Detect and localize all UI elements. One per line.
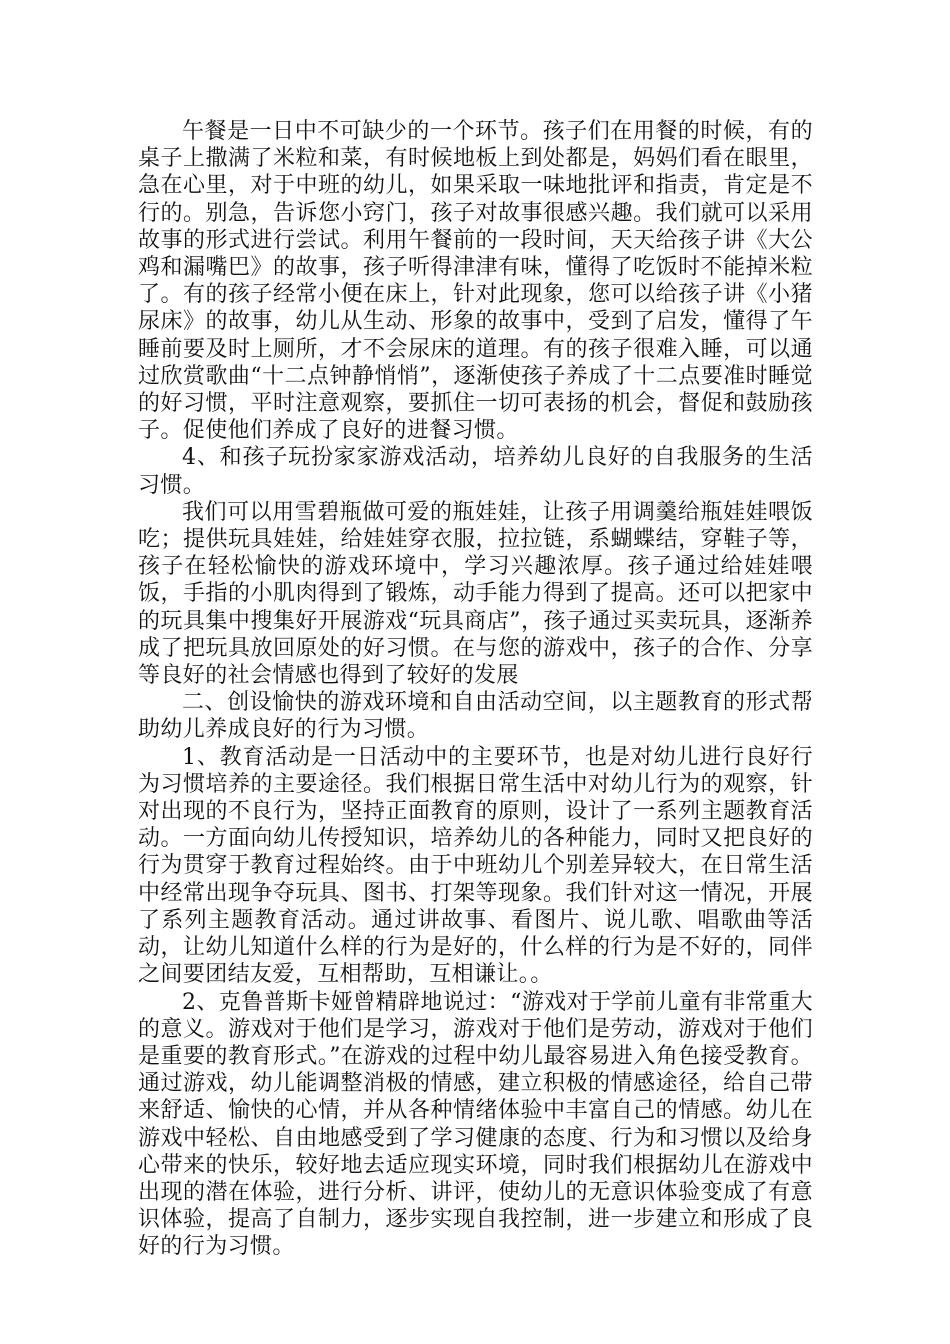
paragraph-lunch-habits: 午餐是一日中不可缺少的一个环节。孩子们在用餐的时候，有的桌子上撒满了米粒和菜，有时候地板上到处都是，妈妈们看在眼里，急在心里，对于中班的幼儿，如果采取一味地批评和指责，肯定是不行的。别急，告诉您小窍门，孩子对故事很感兴趣。我们就可以采用故事的形式进行尝试。利用午餐前的一段时间，天天给孩子讲《大公鸡和漏嘴巴》的故事，孩子听得津津有味，懂得了吃饭时不能掉米粒了。有的孩子经常小便在床上，针对此现象，您可以给孩子讲《小猪尿床》的故事，幼儿从生动、形象的故事中，受到了启发，懂得了午睡前要及时上厕所，才不会尿床的道理。有的孩子很难入睡，可以通过欣赏歌曲“十二点钟静悄悄”，逐渐使孩子养成了十二点要准时睡觉的好习惯，平时注意观察，要抓住一切可表扬的机会，督促和鼓励孩子。促使他们养成了良好的进餐习惯。: [138, 119, 813, 444]
paragraph-doll-play: 我们可以用雪碧瓶做可爱的瓶娃娃，让孩子用调羹给瓶娃娃喂饭吃；提供玩具娃娃，给娃娃穿衣服，拉拉链，系蝴蝶结，穿鞋子等，孩子在轻松愉快的游戏环境中，学习兴趣浓厚。孩子通过给娃娃喂饭，手指的小肌肉得到了锻炼，动手能力得到了提高。还可以把家中的玩具集中搜集好开展游戏“玩具商店”，孩子通过买卖玩具，逐渐养成了把玩具放回原处的好习惯。在与您的游戏中，孩子的合作、分享等良好的社会情感也得到了较好的发展: [138, 499, 813, 689]
document-body: [138, 118, 813, 1261]
paragraph-section-two-heading: 二、创设愉快的游戏环境和自由活动空间，以主题教育的形式帮助幼儿养成良好的行为习惯。: [138, 690, 813, 743]
paragraph-krupskaya-quote: 2、克鲁普斯卡娅曾精辟地说过：“游戏对于学前儿童有非常重大的意义。游戏对于他们是学习，游戏对于他们是劳动，游戏对于他们是重要的教育形式。”在游戏的过程中幼儿最容易进入角色接受教育。通过游戏，幼儿能调整消极的情感，建立积极的情感途径，给自己带来舒适、愉快的心情，并从各种情绪体验中丰富自己的情感。幼儿在游戏中轻松、自由地感受到了学习健康的态度、行为和习惯以及给身心带来的快乐，较好地去适应现实环境，同时我们根据幼儿在游戏中出现的潜在体验，进行分析、讲评，使幼儿的无意识体验变成了有意识体验，提高了自制力，逐步实现自我控制，进一步建立和形成了良好的行为习惯。: [138, 989, 813, 1260]
paragraph-heading-play-house: 4、和孩子玩扮家家游戏活动，培养幼儿良好的自我服务的生活习惯。: [138, 445, 813, 498]
paragraph-education-activities: 1、教育活动是一日活动中的主要环节，也是对幼儿进行良好行为习惯培养的主要途径。我们根据日常生活中对幼儿行为的观察，针对出现的不良行为，坚持正面教育的原则，设计了一系列主题教育活动。一方面向幼儿传授知识，培养幼儿的各种能力，同时又把良好的行为贯穿于教育过程始终。由于中班幼儿个别差异较大，在日常生活中经常出现争夺玩具、图书、打架等现象。我们针对这一情况，开展了系列主题教育活动。通过讲故事、看图片、说儿歌、唱歌曲等活动，让幼儿知道什么样的行为是好的，什么样的行为是不好的，同伴之间要团结友爱，互相帮助，互相谦让。。: [138, 744, 813, 988]
